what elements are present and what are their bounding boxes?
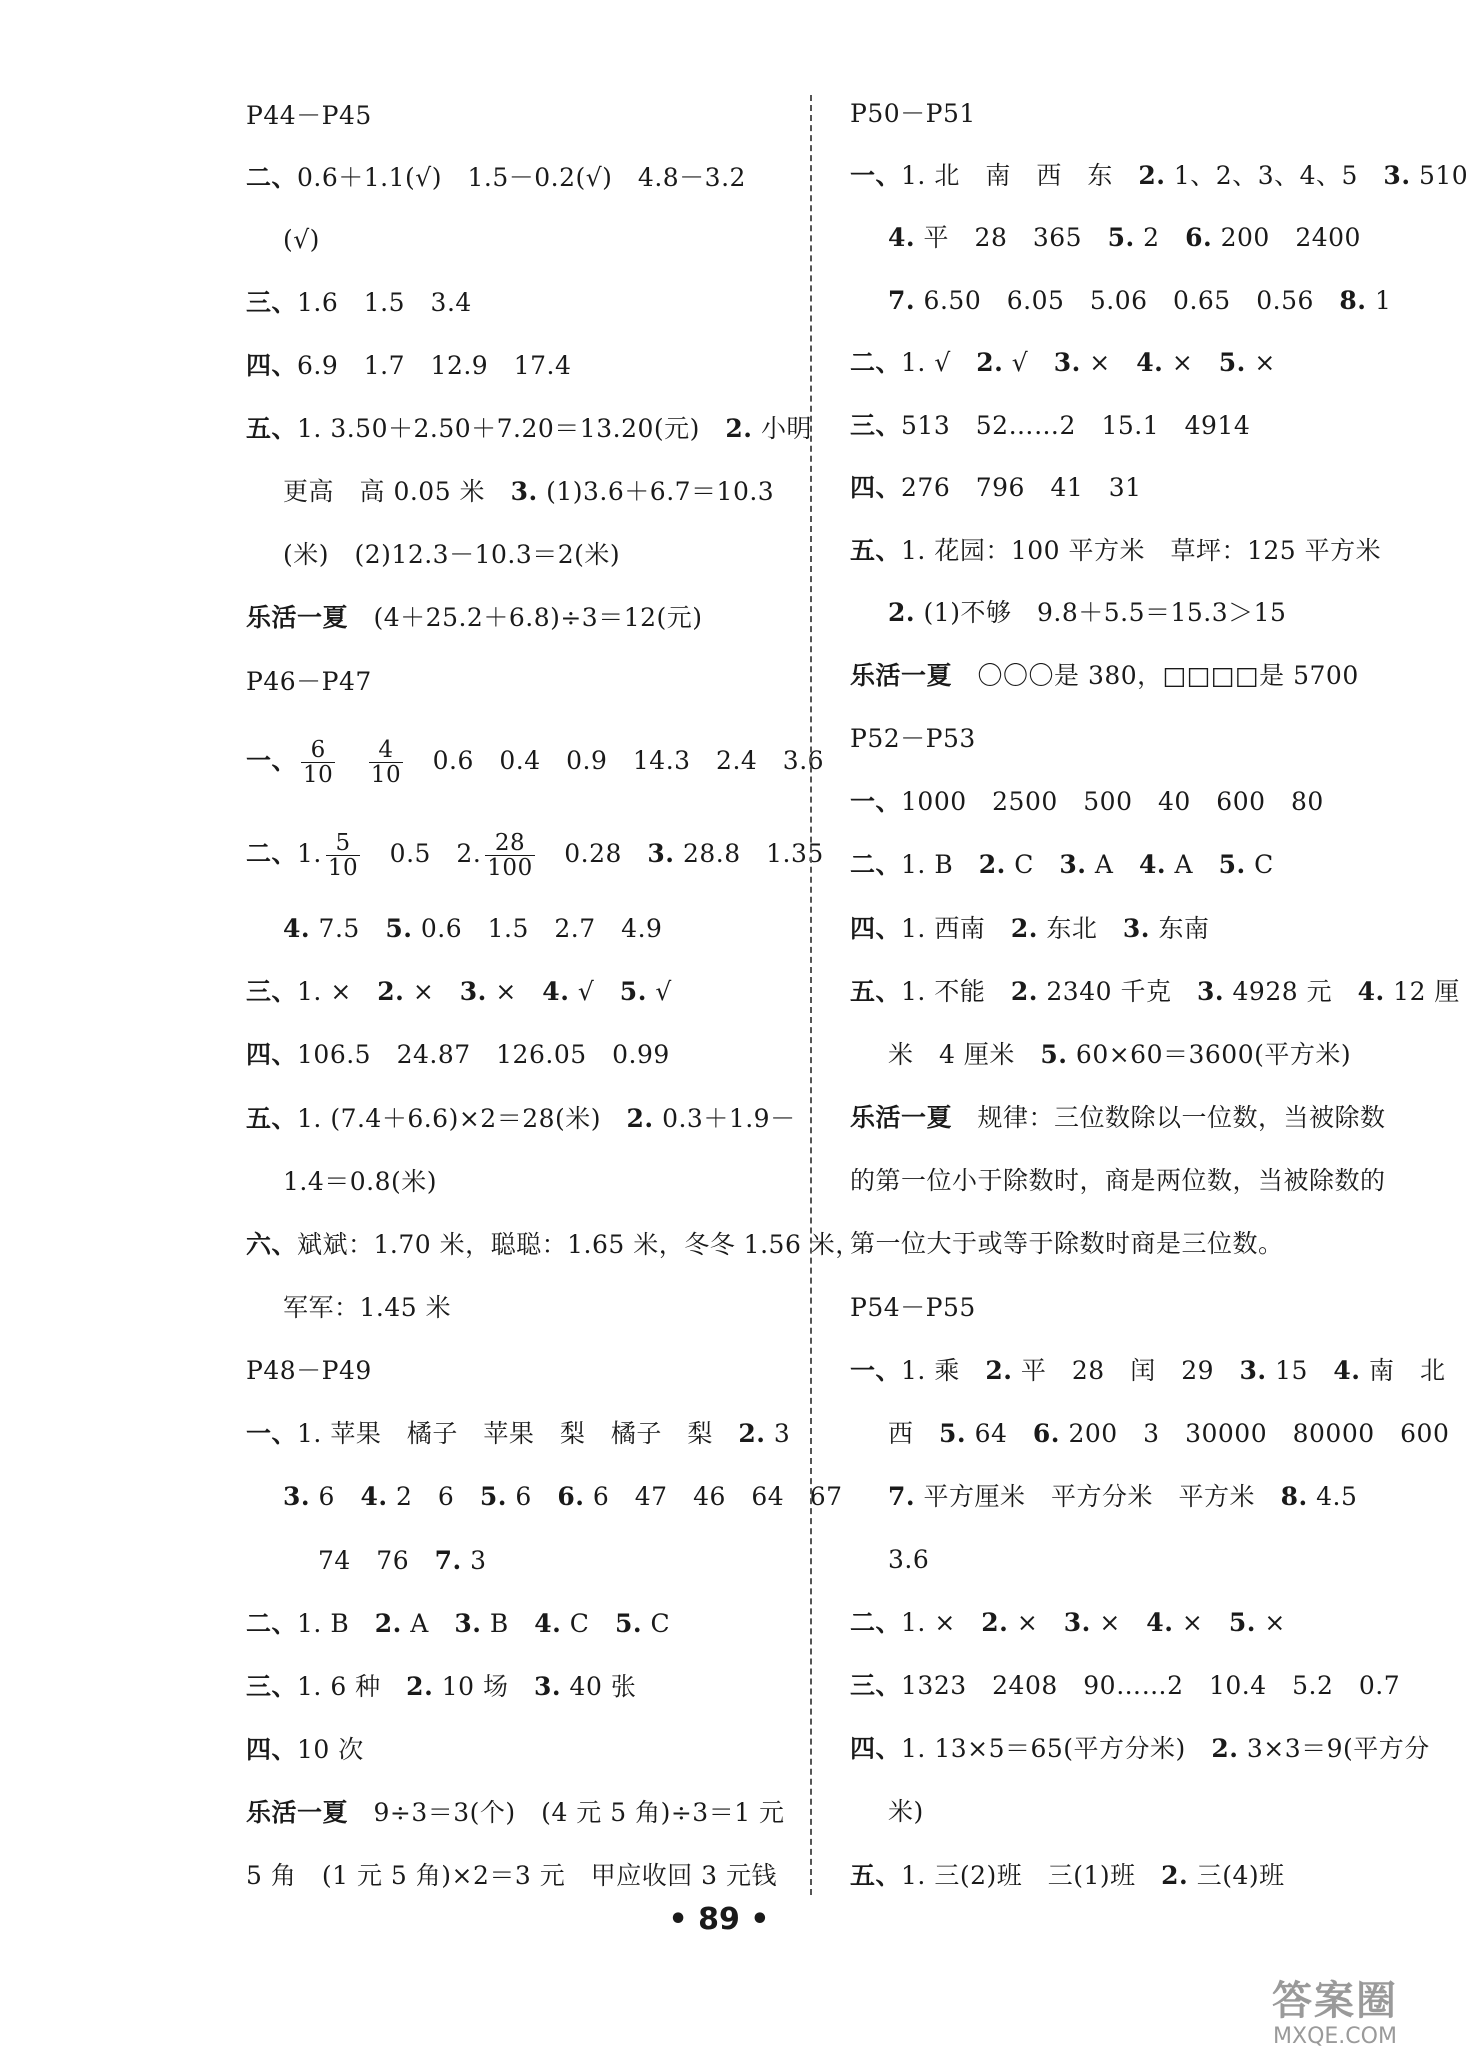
bonus-answer: 第一位大于或等于除数时商是三位数。 [850, 1229, 1284, 1258]
answer-line: 3. 6 4. 2 6 5. 6 6. 6 47 46 64 67 [283, 1482, 843, 1511]
fraction-denominator: 10 [327, 855, 359, 881]
answer-line: 3.6 [888, 1545, 930, 1574]
answer-line: 二、1. × 2. × 3. × 4. × 5. × [850, 1608, 1286, 1637]
answer-line: 更高 高 0.05 米 3. (1)3.6＋6.7＝10.3 [283, 477, 775, 506]
answer-line: 四、6.9 1.7 12.9 17.4 [246, 351, 572, 380]
bonus-answer: 的第一位小于除数时，商是两位数，当被除数的 [850, 1166, 1386, 1195]
answer-values: 0.6 0.4 0.9 14.3 2.4 3.6 [432, 746, 825, 775]
answer-line: 二、1. B 2. A 3. B 4. C 5. C [246, 1609, 671, 1638]
answer-line [246, 831, 824, 880]
fraction-numerator: 5 [326, 831, 360, 856]
answer-line: 4. 平 28 365 5. 2 6. 200 2400 [888, 223, 1361, 252]
section-heading: P50－P51 [850, 99, 976, 128]
watermark-domain: MXQE.COM [1273, 2024, 1397, 2049]
answer-line: 四、1. 西南 2. 东北 3. 东南 [850, 914, 1210, 943]
answer-line: 五、1. 3.50＋2.50＋7.20＝13.20(元) 2. 小明 [246, 414, 812, 443]
section-heading: P46－P47 [246, 667, 372, 696]
fraction [326, 831, 360, 880]
answer-line: 一、1000 2500 500 40 600 80 [850, 787, 1324, 816]
answer-line: 二、1. √ 2. √ 3. × 4. × 5. × [850, 348, 1276, 377]
answer-line: 二、1. B 2. C 3. A 4. A 5. C [850, 850, 1274, 879]
fraction-numerator: 6 [301, 738, 335, 763]
page-number: • 89 • [668, 1902, 770, 1937]
section-heading: P52－P53 [850, 724, 976, 753]
answer-line: 二、0.6＋1.1(√) 1.5－0.2(√) 4.8－3.2 [246, 163, 746, 192]
answer-line: 西 5. 64 6. 200 3 30000 80000 600 [888, 1419, 1450, 1448]
answer-line: 三、1323 2408 90……2 10.4 5.2 0.7 [850, 1671, 1401, 1700]
answer-line: 六、斌斌：1.70 米，聪聪：1.65 米，冬冬 1.56 米， [246, 1230, 861, 1259]
fraction-denominator: 10 [370, 762, 402, 788]
answer-values: 0.28 3. 28.8 1.35 [564, 839, 824, 868]
bonus-answer: 乐活一夏 9÷3＝3(个) (4 元 5 角)÷3＝1 元 [246, 1798, 785, 1827]
answer-line: 74 76 7. 3 [318, 1546, 487, 1575]
watermark-text: 答案圈 [1272, 1978, 1398, 2024]
fraction [485, 831, 534, 880]
answer-line [246, 738, 824, 787]
answer-line: 一、1. 北 南 西 东 2. 1、2、3、4、5 3. 510 [850, 161, 1468, 190]
section-heading: P44－P45 [246, 101, 372, 130]
answer-values: 0.5 2. [389, 839, 482, 868]
right-answer-column [818, 0, 1468, 2064]
section-heading: P48－P49 [246, 1356, 372, 1385]
bonus-answer: 乐活一夏 规律：三位数除以一位数，当被除数 [850, 1103, 1386, 1132]
answer-line: (米) (2)12.3－10.3＝2(米) [283, 540, 621, 569]
answer-line: 四、10 次 [246, 1735, 364, 1764]
fraction-numerator: 28 [485, 831, 534, 856]
section-heading: P54－P55 [850, 1293, 976, 1322]
fraction-denominator: 10 [303, 762, 334, 788]
answer-line: 四、1. 13×5＝65(平方分米) 2. 3×3＝9(平方分 [850, 1734, 1430, 1763]
answer-line: 五、1. (7.4＋6.6)×2＝28(米) 2. 0.3＋1.9－ [246, 1104, 796, 1133]
answer-line: 五、1. 花园：100 平方米 草坪：125 平方米 [850, 536, 1382, 565]
answer-line: 五、1. 三(2)班 三(1)班 2. 三(4)班 [850, 1861, 1285, 1890]
fraction-denominator: 100 [487, 855, 533, 881]
answer-line: 三、513 52……2 15.1 4914 [850, 411, 1251, 440]
answer-line: 7. 6.50 6.05 5.06 0.65 0.56 8. 1 [888, 286, 1392, 315]
answer-line: 一、1. 乘 2. 平 28 闰 29 3. 15 4. 南 北 [850, 1356, 1446, 1385]
section-marker: 一、 [246, 746, 298, 775]
bonus-answer: 乐活一夏 〇〇〇是 380，□□□□是 5700 [850, 661, 1359, 690]
answer-line: 四、106.5 24.87 126.05 0.99 [246, 1040, 670, 1069]
fraction-numerator: 4 [369, 738, 403, 763]
bonus-answer: 5 角 (1 元 5 角)×2＝3 元 甲应收回 3 元钱 [246, 1861, 778, 1890]
answer-line: 军军：1.45 米 [283, 1293, 452, 1322]
answer-line: 三、1.6 1.5 3.4 [246, 288, 472, 317]
answer-line: 五、1. 不能 2. 2340 千克 3. 4928 元 4. 12 厘 [850, 977, 1460, 1006]
watermark-logo [1250, 1978, 1420, 2058]
answer-line: 7. 平方厘米 平方分米 平方米 8. 4.5 [888, 1482, 1358, 1511]
bonus-answer: 乐活一夏 (4＋25.2＋6.8)÷3＝12(元) [246, 603, 703, 632]
answer-line: 米) [888, 1797, 924, 1826]
answer-line: 2. (1)不够 9.8＋5.5＝15.3＞15 [888, 598, 1287, 627]
answer-line: 米 4 厘米 5. 60×60＝3600(平方米) [888, 1040, 1352, 1069]
answer-line: 一、1. 苹果 橘子 苹果 梨 橘子 梨 2. 3 [246, 1419, 791, 1448]
answer-line: 三、1. × 2. × 3. × 4. √ 5. √ [246, 977, 672, 1006]
answer-line: 四、276 796 41 31 [850, 473, 1142, 502]
answer-line: 4. 7.5 5. 0.6 1.5 2.7 4.9 [283, 914, 663, 943]
answer-line: 三、1. 6 种 2. 10 场 3. 40 张 [246, 1672, 637, 1701]
fraction [301, 738, 335, 787]
fraction [369, 738, 403, 787]
column-divider [810, 95, 812, 1895]
section-marker: 二、1. [246, 839, 322, 868]
answer-line: (√) [283, 225, 320, 254]
answer-line: 1.4＝0.8(米) [283, 1167, 438, 1196]
